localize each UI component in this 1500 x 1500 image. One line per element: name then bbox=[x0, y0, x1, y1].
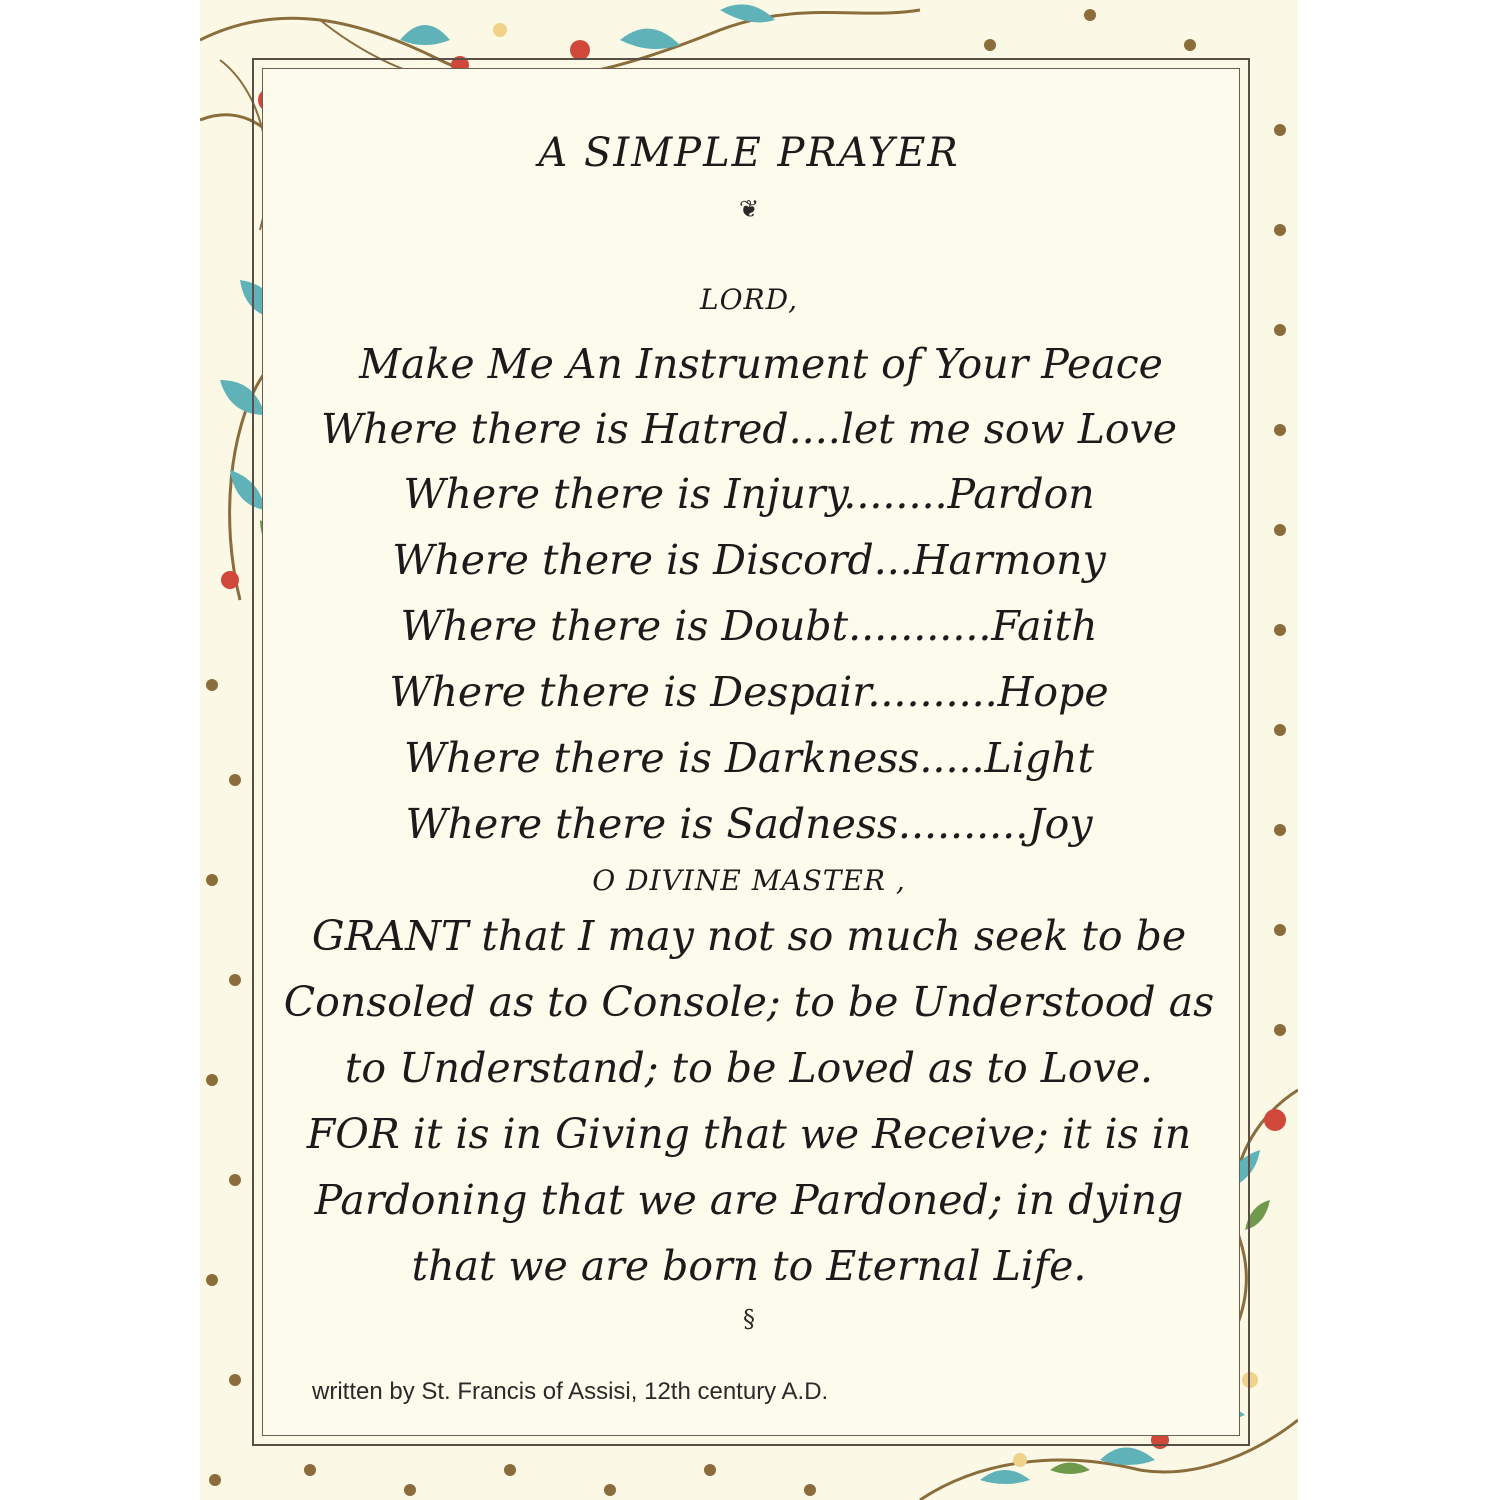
closing-line: FOR it is in Giving that we Receive; it is in bbox=[306, 1110, 1192, 1158]
closing-line: Consoled as to Console; to be Understood as bbox=[283, 978, 1215, 1026]
petition-line: Where there is Discord...Harmony bbox=[392, 536, 1106, 584]
petition-line: Where there is Sadness..........Joy bbox=[405, 800, 1093, 848]
flourish-bottom-icon: § bbox=[743, 1305, 755, 1333]
address-line: O DIVINE MASTER , bbox=[592, 864, 906, 897]
closing-line: Pardoning that we are Pardoned; in dying bbox=[314, 1176, 1184, 1224]
closing-line: to Understand; to be Loved as to Love. bbox=[344, 1044, 1154, 1092]
closing-line: that we are born to Eternal Life. bbox=[411, 1242, 1087, 1290]
closing-line: GRANT that I may not so much seek to be bbox=[311, 912, 1187, 960]
petition-line: Where there is Injury........Pardon bbox=[403, 470, 1095, 518]
prayer-title: A SIMPLE PRAYER bbox=[538, 130, 960, 176]
petition-line: Where there is Despair..........Hope bbox=[389, 668, 1109, 716]
author-credit: written by St. Francis of Assisi, 12th century A.D. bbox=[312, 1378, 829, 1405]
flourish-top-icon: ❦ bbox=[738, 195, 760, 223]
petition-line: Where there is Darkness.....Light bbox=[403, 734, 1095, 782]
petition-line: Where there is Hatred....let me sow Love bbox=[320, 405, 1178, 453]
invocation-line: Make Me An Instrument of Your Peace bbox=[359, 340, 1163, 388]
petition-line: Where there is Doubt...........Faith bbox=[400, 602, 1098, 650]
prayer-card bbox=[200, 0, 1298, 1500]
salutation: LORD, bbox=[700, 283, 798, 316]
